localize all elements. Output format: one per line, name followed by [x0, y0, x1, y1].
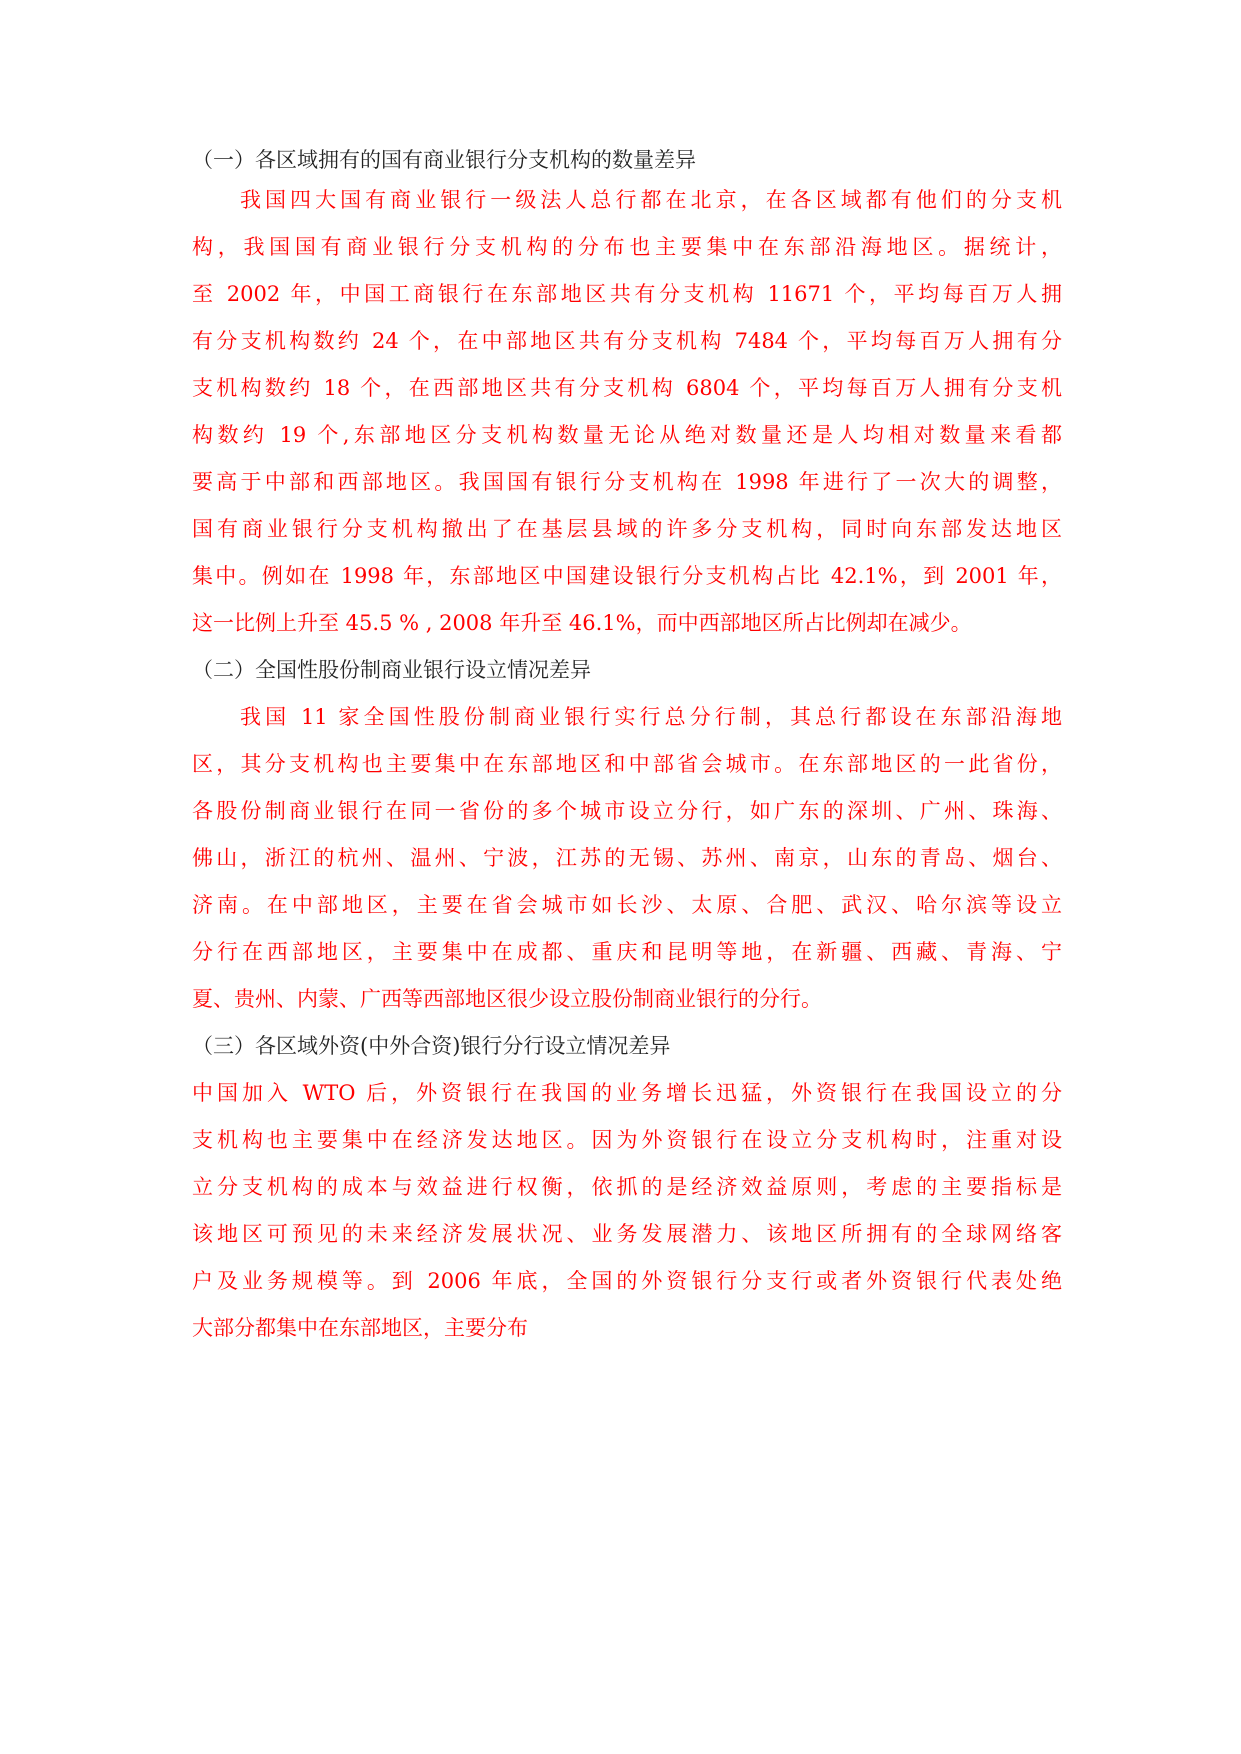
paragraph-line: 支机构也主要集中在经济发达地区。因为外资银行在设立分支机构时，注重对设 [192, 1128, 1062, 1152]
section-heading-3: （三）各区域外资(中外合资)银行分行设立情况差异 [192, 1034, 671, 1058]
paragraph-line: 国有商业银行分支机构撤出了在基层县域的许多分支机构，同时向东部发达地区 [192, 517, 1062, 541]
section-heading-1: （一）各区域拥有的国有商业银行分支机构的数量差异 [192, 148, 696, 172]
paragraph-line: 佛山，浙江的杭州、温州、宁波，江苏的无锡、苏州、南京，山东的青岛、烟台、 [192, 846, 1062, 870]
paragraph-line: 济南。在中部地区，主要在省会城市如长沙、太原、合肥、武汉、哈尔滨等设立 [192, 893, 1062, 917]
paragraph-line: 要高于中部和西部地区。我国国有银行分支机构在 1998 年进行了一次大的调整， [192, 470, 1062, 494]
paragraph-line: 各股份制商业银行在同一省份的多个城市设立分行，如广东的深圳、广州、珠海、 [192, 799, 1062, 823]
section-heading-2: （二）全国性股份制商业银行设立情况差异 [192, 658, 591, 682]
paragraph-line: 我国四大国有商业银行一级法人总行都在北京，在各区域都有他们的分支机 [240, 188, 1062, 212]
paragraph-line: 至 2002 年，中国工商银行在东部地区共有分支机构 11671 个，平均每百万人拥 [192, 282, 1062, 306]
paragraph-line: 分行在西部地区，主要集中在成都、重庆和昆明等地，在新疆、西藏、青海、宁 [192, 940, 1062, 964]
paragraph-line: 中国加入 WTO 后，外资银行在我国的业务增长迅猛，外资银行在我国设立的分 [192, 1081, 1062, 1105]
paragraph-line: 支机构数约 18 个，在西部地区共有分支机构 6804 个，平均每百万人拥有分支机 [192, 376, 1062, 400]
paragraph-line: 夏、贵州、内蒙、广西等西部地区很少设立股份制商业银行的分行。 [192, 987, 822, 1011]
paragraph-line: 该地区可预见的未来经济发展状况、业务发展潜力、该地区所拥有的全球网络客 [192, 1222, 1062, 1246]
paragraph-line: 有分支机构数约 24 个，在中部地区共有分支机构 7484 个，平均每百万人拥有分 [192, 329, 1062, 353]
paragraph-line: 户及业务规模等。到 2006 年底，全国的外资银行分支行或者外资银行代表处绝 [192, 1269, 1062, 1293]
paragraph-line: 这一比例上升至 45.5 % , 2008 年升至 46.1%，而中西部地区所占比例却在减少。 [192, 611, 972, 635]
paragraph-line: 集中。例如在 1998 年，东部地区中国建设银行分支机构占比 42.1%，到 2001 年， [192, 564, 1062, 588]
paragraph-line: 构数约 19 个,东部地区分支机构数量无论从绝对数量还是人均相对数量来看都 [192, 423, 1062, 447]
paragraph-line: 区，其分支机构也主要集中在东部地区和中部省会城市。在东部地区的一此省份， [192, 752, 1062, 776]
paragraph-line: 我国 11 家全国性股份制商业银行实行总分行制，其总行都设在东部沿海地 [240, 705, 1062, 729]
paragraph-line: 构，我国国有商业银行分支机构的分布也主要集中在东部沿海地区。据统计， [192, 235, 1062, 259]
paragraph-line: 大部分都集中在东部地区，主要分布 [192, 1316, 528, 1340]
paragraph-line: 立分支机构的成本与效益进行权衡，依抓的是经济效益原则，考虑的主要指标是 [192, 1175, 1062, 1199]
